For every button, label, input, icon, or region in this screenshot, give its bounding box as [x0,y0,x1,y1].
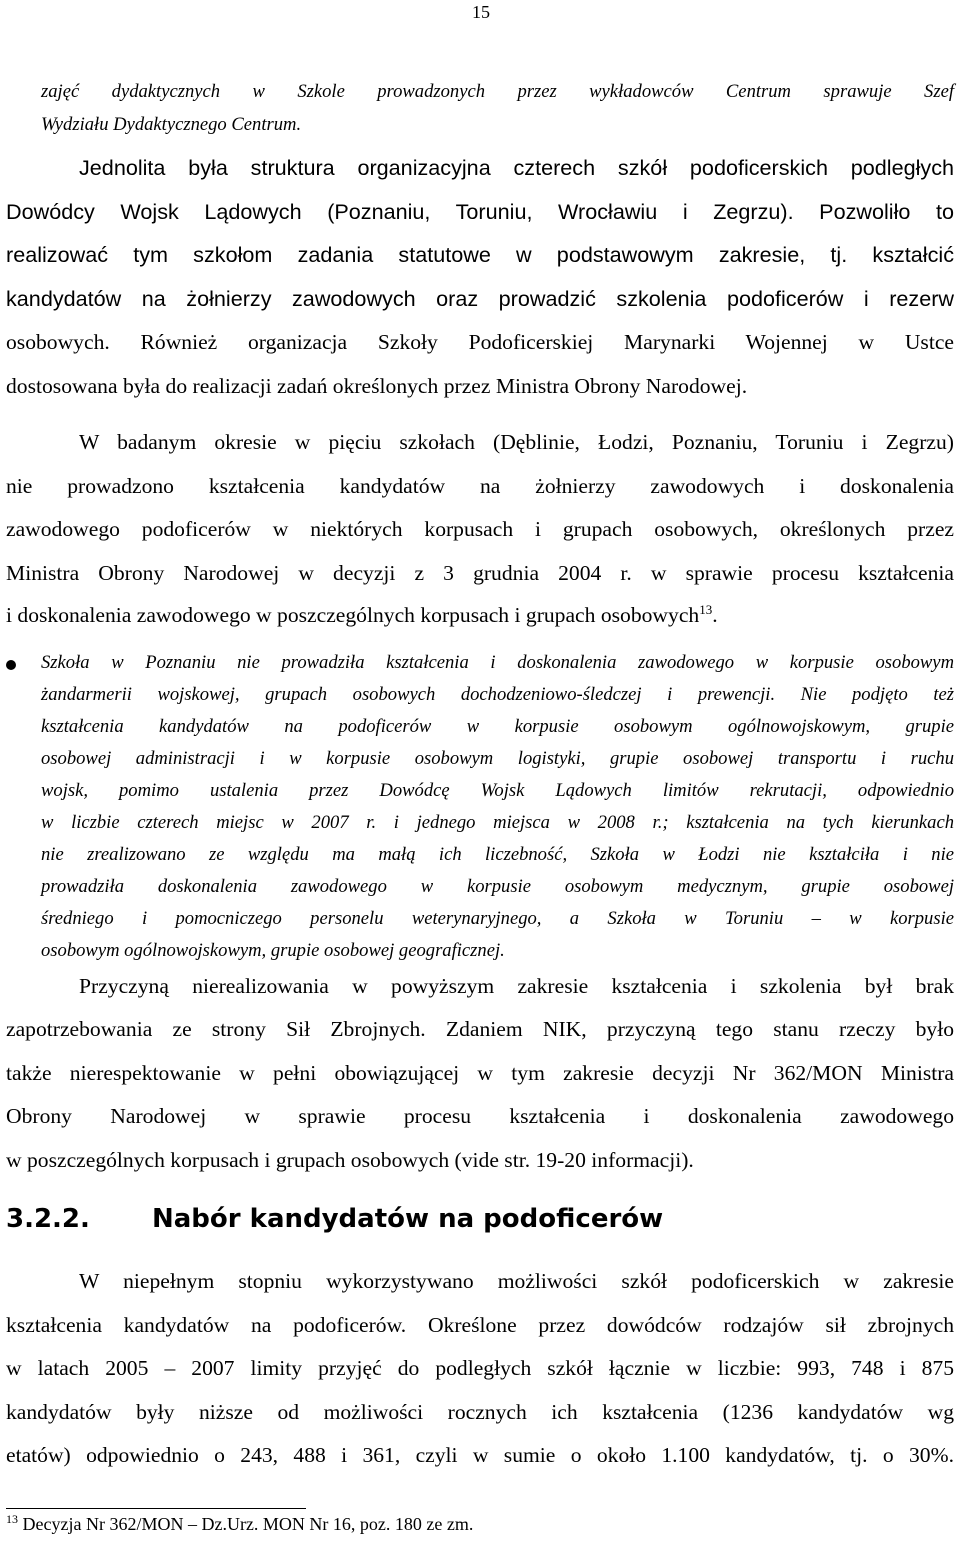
paragraph-3-line: nie prowadzono kształcenia kandydatów na żołnierzy zawodowych i doskonalenia [6,474,954,498]
footnote-separator [6,1508,306,1509]
bullet-line: prowadziła doskonalenia zawodowego w korpusie osobowym medycznym, grupie osobowej [41,876,954,897]
paragraph-4-line: Obrony Narodowej w sprawie procesu kształcenia i doskonalenia zawodowego [6,1104,954,1128]
paragraph-5-line: W niepełnym stopniu wykorzystywano możliwości szkół podoficerskich w zakresie [79,1269,954,1293]
footnote [6,1512,473,1536]
bullet-line: osobowej administracji i w korpusie osobowym logistyki, grupie osobowej transportu i ruchu [41,748,954,769]
bullet-line: osobowym ogólnowojskowym, grupie osobowej geograficznej. [41,940,505,961]
paragraph-5-line: etatów) odpowiednio o 243, 488 i 361, czyli w sumie o około 1.100 kandydatów, tj. o 30%. [6,1443,954,1467]
paragraph-2-line: realizować tym szkołom zadania statutowe w podstawowym zakresie, tj. kształcić [6,242,954,267]
paragraph-3-line-text: i doskonalenia zawodowego w poszczególnych korpusach i grupach osobowych [6,603,700,627]
paragraph-5-line: kształcenia kandydatów na podoficerów. Określone przez dowódców rodzajów sił zbrojnych [6,1313,954,1337]
paragraph-4-line: w poszczególnych korpusach i grupach osobowych (vide str. 19-20 informacji). [6,1148,694,1172]
footnote-text: Decyzja Nr 362/MON – Dz.Urz. MON Nr 16, poz. 180 ze zm. [22,1514,474,1534]
page-number: 15 [472,2,490,22]
paragraph-2-line: dostosowana była do realizacji zadań określonych przez Ministra Obrony Narodowej. [6,374,748,398]
paragraph-3-line: Ministra Obrony Narodowej w decyzji z 3 grudnia 2004 r. w sprawie procesu kształcenia [6,561,954,585]
paragraph-4-line: Przyczyną nierealizowania w powyższym zakresie kształcenia i szkolenia był brak [79,974,954,998]
section-number: 3.2.2. [6,1204,90,1234]
paragraph-3-line: W badanym okresie w pięciu szkołach (Dęblinie, Łodzi, Poznaniu, Toruniu i Zegrzu) [79,430,954,454]
paragraph-5-line: w latach 2005 – 2007 limity przyjęć do podległych szkół łącznie w liczbie: 993, 748 i 875 [6,1356,954,1380]
paragraph-3-line: zawodowego podoficerów w niektórych korpusach i grupach osobowych, określonych przez [6,517,954,541]
paragraph-3-end: . [712,603,718,627]
footnote-reference: 13 [699,601,713,617]
bullet-line: nie zrealizowano ze względu ma małą ich liczebność, Szkoła w Łodzi nie kształciła i nie [41,844,954,865]
bullet-line: w liczbie czterech miejsc w 2007 r. i jednego miejsca w 2008 r.; kształcenia na tych kierunkach [41,812,954,833]
paragraph-2-line: kandydatów na żołnierzy zawodowych oraz prowadzić szkolenia podoficerów i rezerw [6,286,954,311]
bullet-line: wojsk, pomimo ustalenia przez Dowódcę Wojsk Lądowych limitów rekrutacji, odpowiednio [41,780,954,801]
bullet-line: żandarmerii wojskowej, grupach osobowych dochodzeniowo-śledczej i prewencji. Nie podjęto też [41,684,954,705]
paragraph-1-line: zajęć dydaktycznych w Szkole prowadzonych przez wykładowców Centrum sprawuje Szef [41,81,954,102]
paragraph-5-line: kandydatów były niższe od możliwości rocznych ich kształcenia (1236 kandydatów wg [6,1400,954,1424]
paragraph-2-line: Dowódcy Wojsk Lądowych (Poznaniu, Toruniu, Wrocławiu i Zegrzu). Pozwoliło to [6,199,954,224]
bullet-line: kształcenia kandydatów na podoficerów w korpusie osobowym ogólnowojskowym, grupie [41,716,954,737]
paragraph-2-line: Jednolita była struktura organizacyjna czterech szkół podoficerskich podległych [79,155,954,180]
paragraph-4-line: zapotrzebowania ze strony Sił Zbrojnych. Zdaniem NIK, przyczyną tego stanu rzeczy było [6,1017,954,1041]
paragraph-3-last-line [6,602,954,628]
bullet-icon [6,660,16,670]
bullet-line: Szkoła w Poznaniu nie prowadziła kształcenia i doskonalenia zawodowego w korpusie osobowym [41,652,954,673]
paragraph-4-line: także nierespektowanie w pełni obowiązującej w tym zakresie decyzji Nr 362/MON Ministra [6,1061,954,1085]
paragraph-2-line: osobowych. Również organizacja Szkoły Podoficerskiej Marynarki Wojennej w Ustce [6,330,954,354]
section-title: Nabór kandydatów na podoficerów [152,1204,664,1234]
bullet-line: średniego i pomocniczego personelu weterynaryjnego, a Szkoła w Toruniu – w korpusie [41,908,954,929]
footnote-mark: 13 [6,1512,18,1526]
paragraph-1-line: Wydziału Dydaktycznego Centrum. [41,114,302,135]
